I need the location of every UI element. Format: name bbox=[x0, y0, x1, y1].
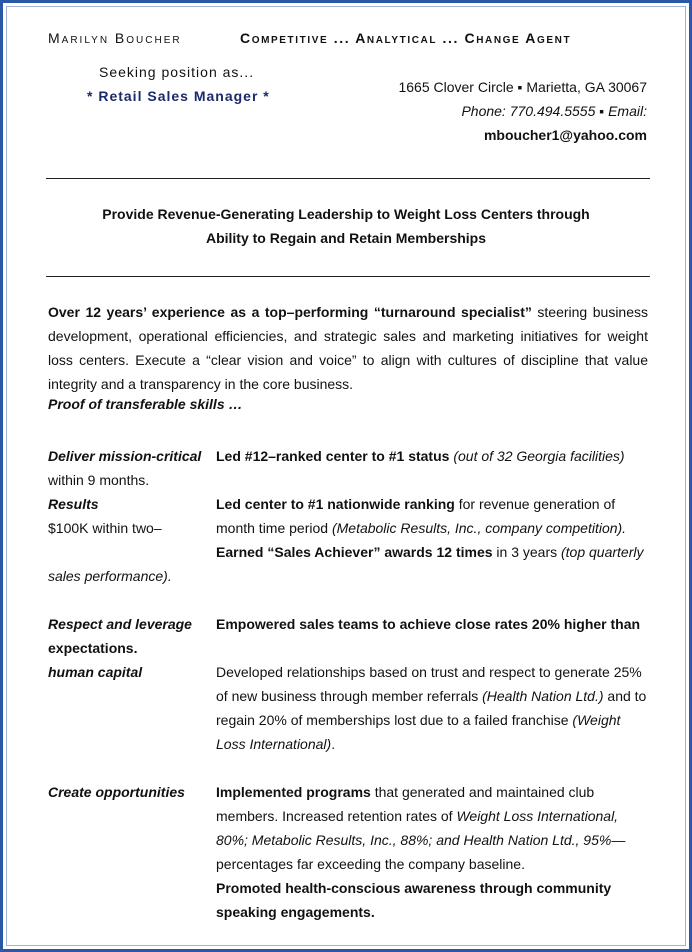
s3-b-line bbox=[216, 804, 618, 828]
s1-c-continued bbox=[48, 564, 172, 588]
s3-e1-bold: Promoted health-conscious awareness through community bbox=[216, 880, 612, 896]
s2-b-line-3 bbox=[216, 708, 620, 732]
s1-c-italic: (top quarterly bbox=[561, 544, 644, 560]
s3-c-italic: 80%; Metabolic Results, Inc., 88%; and Health Nation Ltd., 95% bbox=[216, 832, 612, 848]
s3-d-line: percentages far exceeding the company baseline. bbox=[216, 856, 525, 872]
s3-b-plain: members. Increased retention rates of bbox=[216, 808, 457, 824]
s2-a-bold: Empowered sales teams to achieve close rates 20% higher than bbox=[216, 616, 641, 632]
s3-b-italic: Weight Loss International, bbox=[456, 808, 619, 824]
s2-b2-italic: (Health Nation Ltd.) bbox=[482, 688, 604, 704]
s1-a-italic: (out of 32 Georgia facilities) bbox=[453, 448, 625, 464]
proof-heading: Proof of transferable skills … bbox=[48, 396, 243, 412]
s1-b-cont-plain: month time period bbox=[216, 520, 332, 536]
summary-paragraph bbox=[48, 300, 648, 396]
s1-item-a bbox=[216, 444, 625, 468]
s3-label-1: Create opportunities bbox=[48, 784, 185, 800]
tagline: Competitive ... Analytical ... Change Agent bbox=[240, 30, 572, 46]
s1-a-continued: within 9 months. bbox=[48, 472, 150, 488]
s1-b-cont-italic: (Metabolic Results, Inc., company competition). bbox=[331, 520, 627, 536]
candidate-name: Marilyn Boucher bbox=[48, 30, 182, 46]
s1-c-rest: in 3 years bbox=[492, 544, 561, 560]
s1-b-bold: Led center to #1 nationwide ranking bbox=[216, 496, 455, 512]
s3-item-a bbox=[216, 780, 594, 804]
s2-b3-italic: (Weight bbox=[572, 712, 621, 728]
s1-b-continued-right bbox=[216, 516, 626, 540]
s2-b3-plain: regain 20% of memberships lost due to a failed franchise bbox=[216, 712, 573, 728]
summary-lead: Over 12 years’ experience as a top–performing “turnaround specialist” bbox=[48, 304, 532, 320]
s2-a-cont-bold: expectations. bbox=[48, 640, 138, 656]
headline-line-1: Provide Revenue-Generating Leadership to Weight Loss Centers through bbox=[102, 206, 590, 222]
s2-label-1: Respect and leverage bbox=[48, 616, 192, 632]
s1-b-continued-left: $100K within two– bbox=[48, 520, 162, 536]
s1-c-bold: Earned “Sales Achiever” awards 12 times bbox=[216, 544, 493, 560]
s3-e-line-1 bbox=[216, 876, 611, 900]
s3-c-end: — bbox=[611, 832, 626, 848]
s1-b-rest: for revenue generation of bbox=[454, 496, 616, 512]
headline-line-2: Ability to Regain and Retain Memberships bbox=[205, 230, 487, 246]
email[interactable]: mboucher1@yahoo.com bbox=[483, 127, 647, 143]
s2-label-2: human capital bbox=[48, 664, 143, 680]
s2-b-line-2 bbox=[216, 684, 646, 708]
s1-item-c bbox=[216, 540, 643, 564]
s2-b2-plain: of new business through member referrals bbox=[216, 688, 483, 704]
s3-a-bold: Implemented programs bbox=[216, 784, 371, 800]
s3-e-line-2 bbox=[216, 900, 375, 924]
headline bbox=[46, 202, 646, 250]
s2-b-line-4 bbox=[216, 732, 335, 756]
s1-c-cont-italic: sales performance). bbox=[48, 568, 172, 584]
s3-e2-bold: speaking engagements. bbox=[216, 904, 375, 920]
s1-a-bold: Led #12–ranked center to #1 status bbox=[216, 448, 450, 464]
target-role: * Retail Sales Manager * bbox=[87, 88, 270, 104]
phone-line: Phone: 770.494.5555 ▪ Email: bbox=[461, 103, 647, 119]
summary-body: steering business development, operational efficiencies, and strategic sales and marketing initiatives for weight loss centers. Execute a “clear vision and voice” to align with cultures of discipline that value integrity and a transparency in the core business. bbox=[48, 304, 648, 392]
s1-item-b bbox=[216, 492, 615, 516]
s1-label-1: Deliver mission-critical bbox=[48, 448, 202, 464]
s2-item-a bbox=[216, 612, 640, 636]
s3-a-rest: that generated and maintained club bbox=[370, 784, 595, 800]
s3-c-line bbox=[216, 828, 625, 852]
s2-b-line-1: Developed relationships based on trust and respect to generate 25% bbox=[216, 664, 642, 680]
divider-top bbox=[46, 178, 650, 179]
divider-bottom bbox=[46, 276, 650, 277]
s2-b4-end: . bbox=[331, 736, 336, 752]
seeking-text: Seeking position as... bbox=[99, 64, 255, 80]
s2-b4-italic: Loss International) bbox=[216, 736, 332, 752]
s1-label-2: Results bbox=[48, 496, 99, 512]
s2-a-continued bbox=[48, 636, 137, 660]
address: 1665 Clover Circle ▪ Marietta, GA 30067 bbox=[398, 79, 647, 95]
s2-b2-end: and to bbox=[603, 688, 647, 704]
